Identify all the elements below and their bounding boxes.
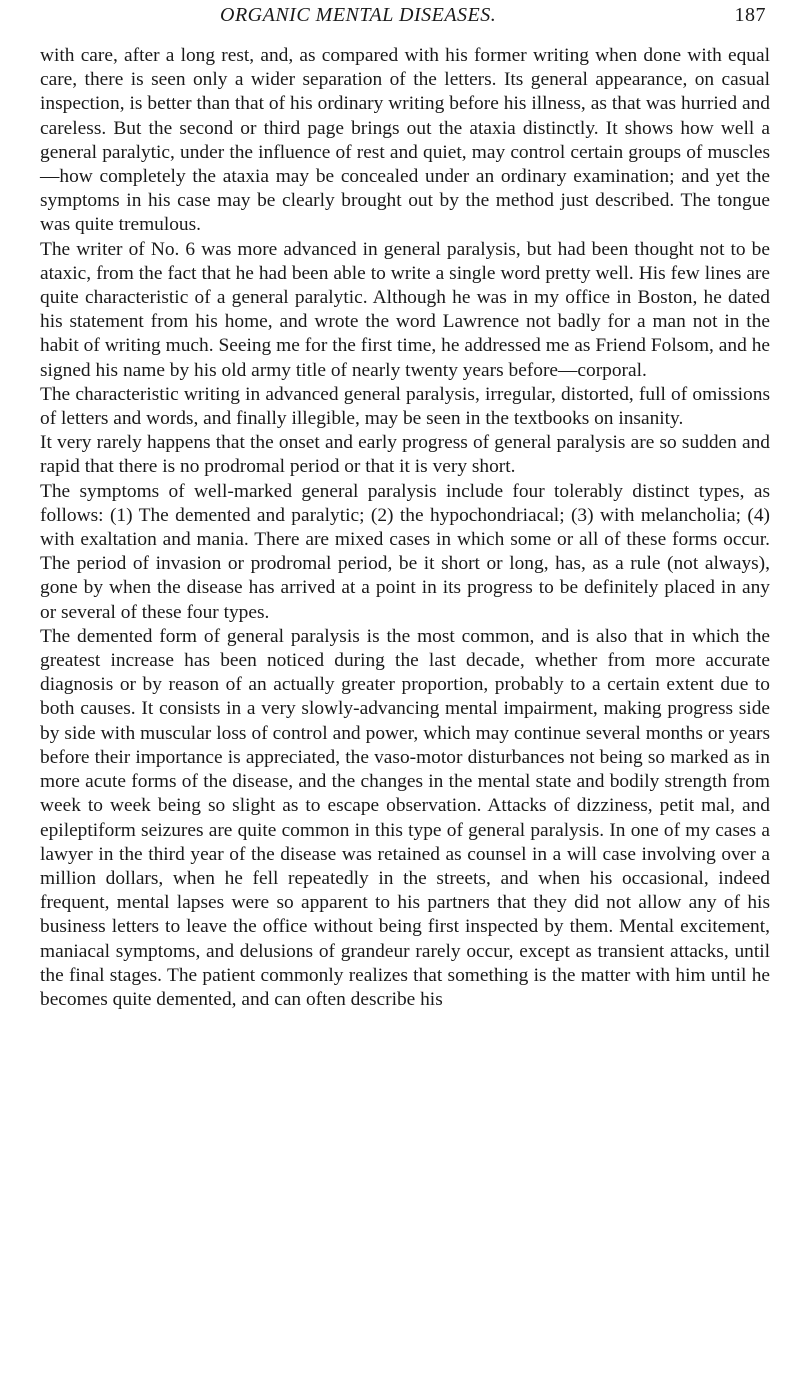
paragraph-5: The symptoms of well-marked general paralysis include four tolerably distinct types, as follows: (1) The demented and paralytic; (2) the hypochondriacal; (3) with melancholia; (4) with exaltation and mania. There are mixed cases in which some or all of these forms occur. The period of invasion or prodromal period, be it short or long, has, as a rule (not always), gone by when the disease has arrived at a point in its progress to be definitely placed in any or several of these four types. xyxy=(40,480,770,623)
running-head xyxy=(40,4,770,34)
body-text xyxy=(40,44,770,1012)
running-title: ORGANIC MENTAL DISEASES. xyxy=(220,4,497,26)
paragraph-2: The writer of No. 6 was more advanced in general paralysis, but had been thought not to be ataxic, from the fact that he had been able to write a single word pretty well. His few lines are quite characteristic of a general paralytic. Although he was in my office in Boston, he dated his statement from his home, and wrote the word Lawrence not badly for a man not in the habit of writing much. Seeing me for the first time, he addressed me as Friend Folsom, and he signed his name by his old army title of nearly twenty years before—corporal. xyxy=(40,238,770,381)
paragraph-1: with care, after a long rest, and, as compared with his former writing when done with equal care, there is seen only a wider separation of the letters. Its general appearance, on casual inspection, is better than that of his ordinary writing before his illness, as that was hurried and careless. But the second or third page brings out the ataxia distinctly. It shows how well a general paralytic, under the influence of rest and quiet, may control certain groups of muscles—how completely the ataxia may be concealed under an ordinary examination; and yet the symptoms in his case may be clearly brought out by the method just described. The tongue was quite tremulous. xyxy=(40,45,770,236)
book-page xyxy=(40,0,770,1395)
page-number: 187 xyxy=(734,4,766,26)
paragraph-4: It very rarely happens that the onset and early progress of general paralysis are so sudden and rapid that there is no prodromal period or that it is very short. xyxy=(40,432,770,478)
paragraph-6: The demented form of general paralysis is the most common, and is also that in which the greatest increase has been noticed during the last decade, whether from more accurate diagnosis or by reason of an actually greater proportion, probably to a certain extent due to both causes. It consists in a very slowly-advancing mental impairment, making progress side by side with muscular loss of control and power, which may continue several months or years before their importance is appreciated, the vaso-motor disturbances not being so marked as in more acute forms of the disease, and the changes in the mental state and bodily strength from week to week being so slight as to escape observation. Attacks of dizziness, petit mal, and epileptiform seizures are quite common in this type of general paralysis. In one of my cases a lawyer in the third year of the disease was retained as counsel in a will case involving over a million dollars, when he fell repeatedly in the streets, and when his occasional, indeed frequent, mental lapses were so apparent to his partners that they did not allow any of his business letters to leave the office without being first inspected by them. Mental excitement, maniacal symptoms, and delusions of grandeur rarely occur, except as transient attacks, until the final stages. The patient commonly realizes that something is the matter with him until he becomes quite demented, and can often describe his xyxy=(40,625,770,1010)
paragraph-3: The characteristic writing in advanced general paralysis, irregular, distorted, full of omissions of letters and words, and finally illegible, may be seen in the textbooks on insanity. xyxy=(40,383,770,430)
